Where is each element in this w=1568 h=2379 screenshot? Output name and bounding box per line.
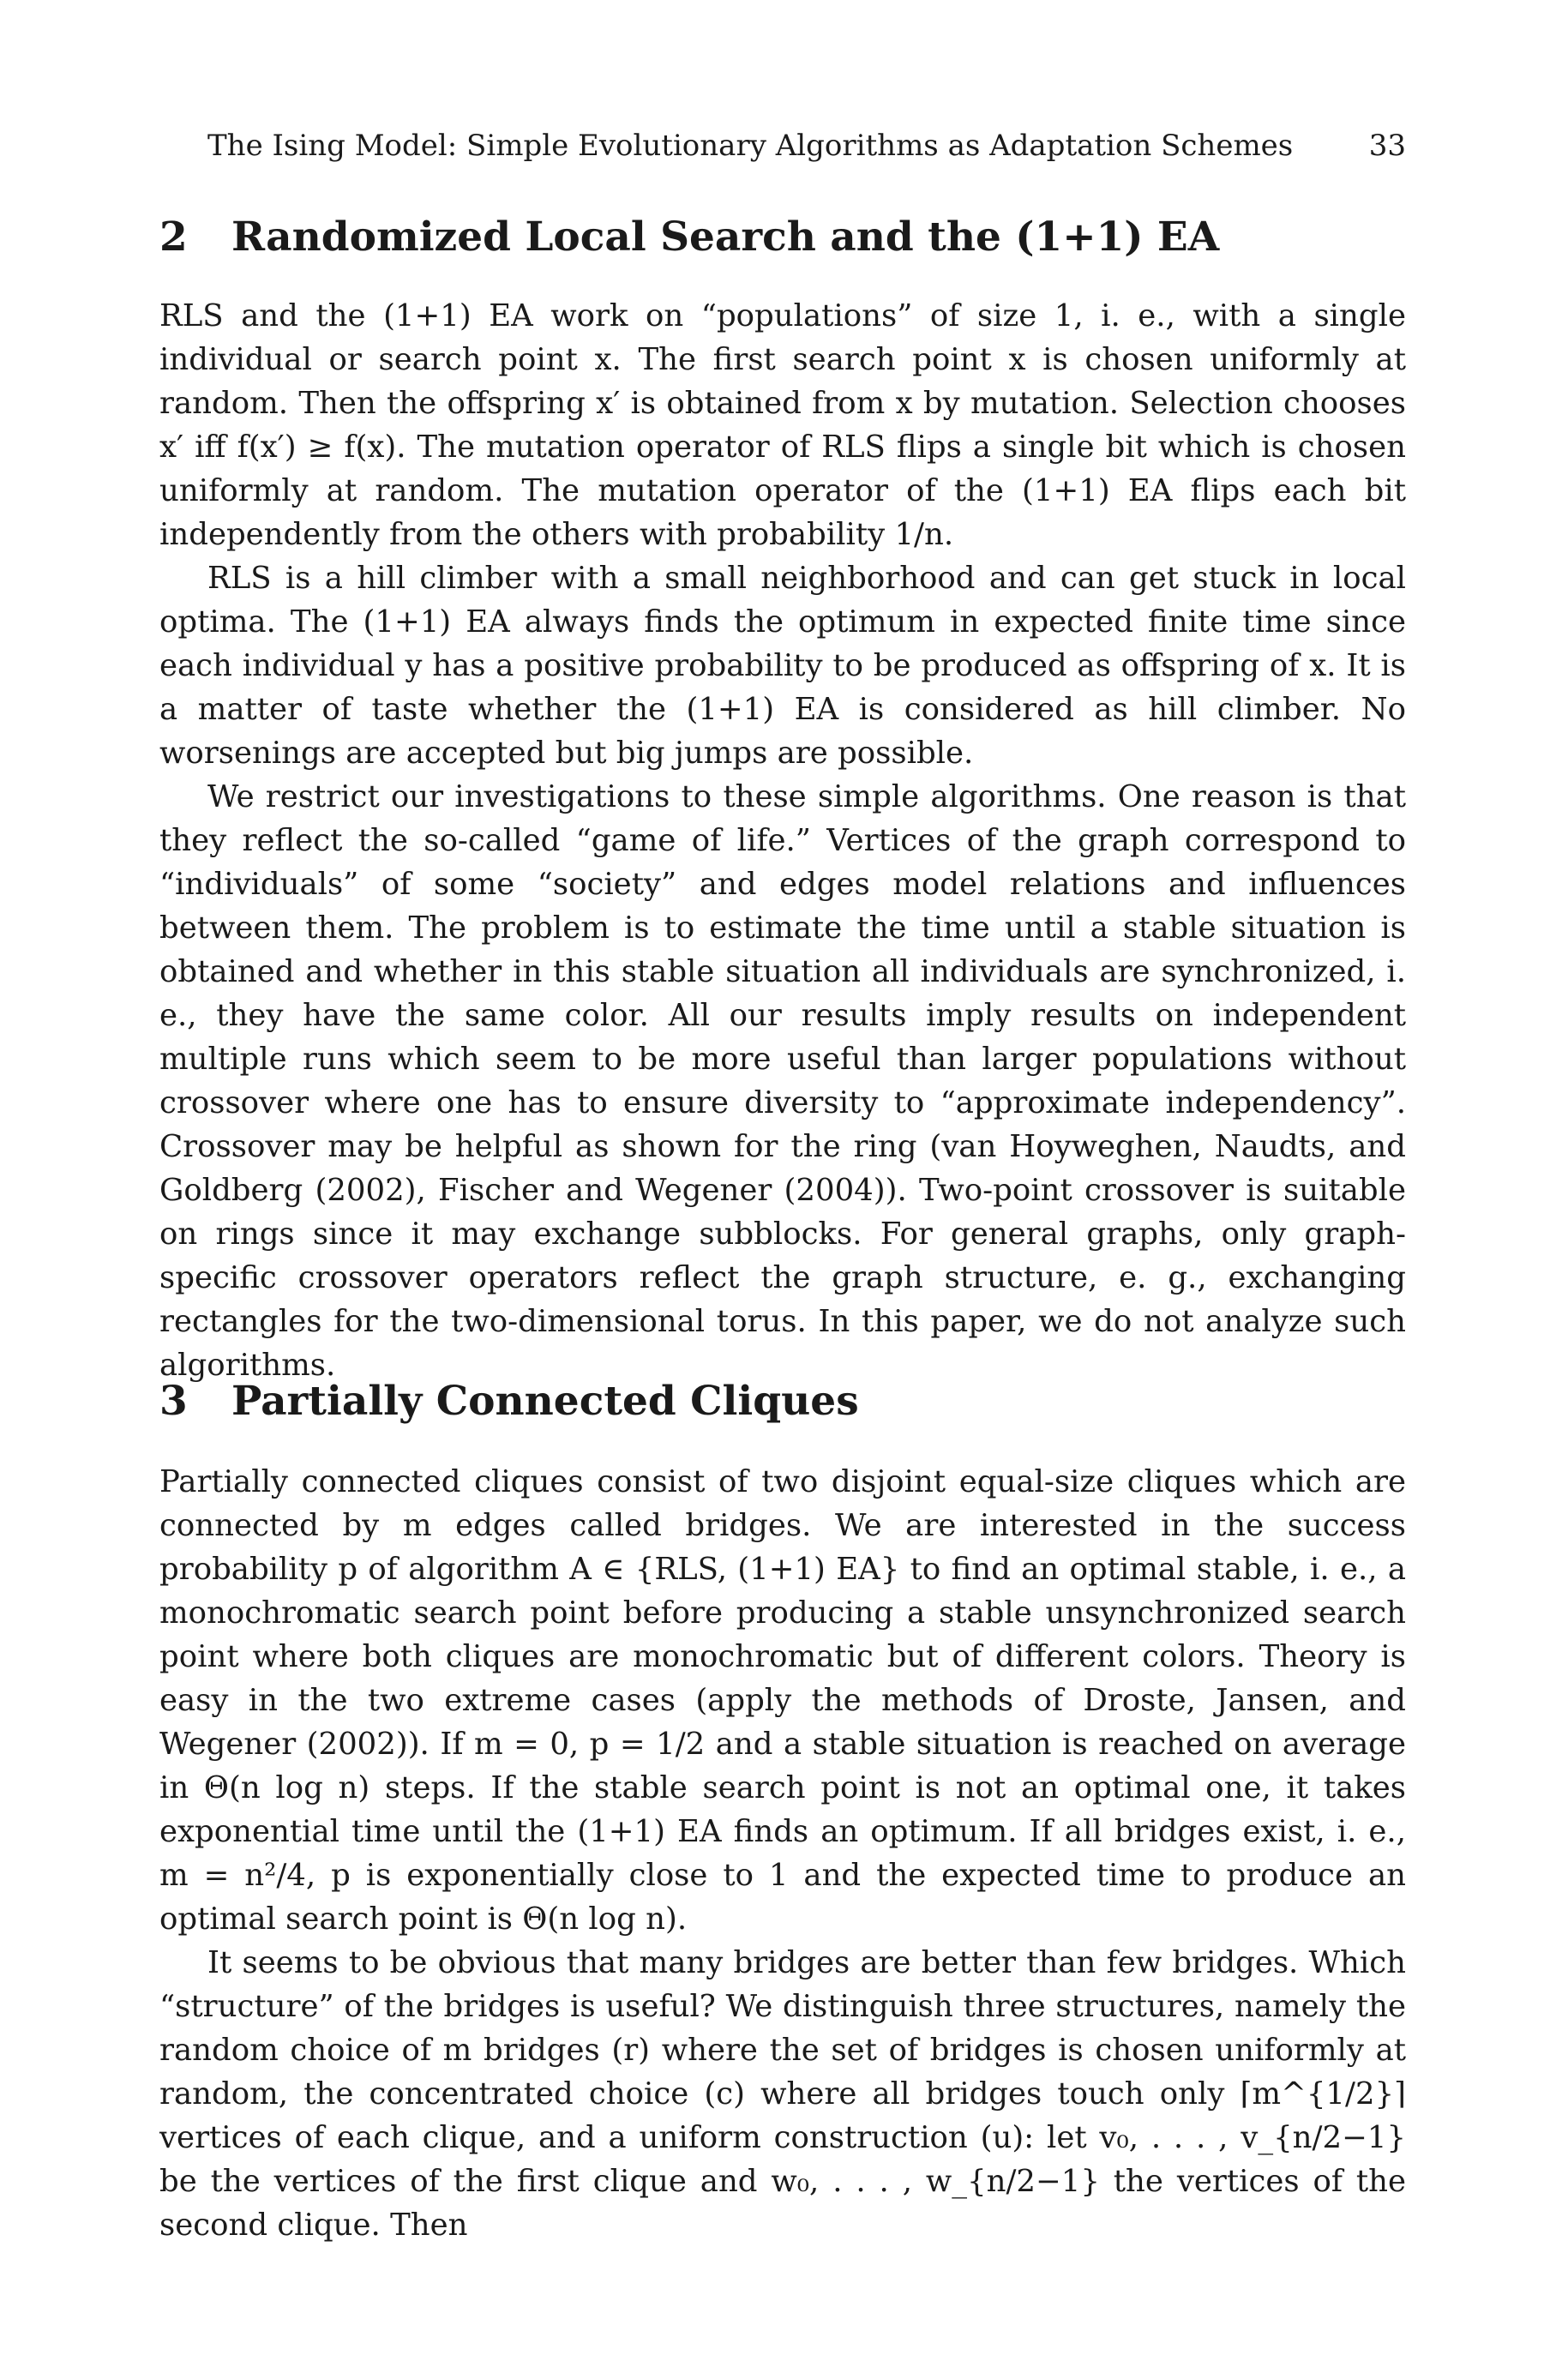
page-number: 33: [1368, 129, 1406, 163]
section-3-title: Partially Connected Cliques: [231, 1378, 859, 1425]
section-3-paragraph-2: It seems to be obvious that many bridges are better than few bridges. Which “structure” of the bridges is useful? We distinguish three structures, namely the random choice of m bridges (r) where the set of bridges is chosen uniformly at random, the concentrated choice (c) where all bridges touch only ⌈m^{1/2}⌉ vertices of each clique, and a uniform construction (u): let v₀, . . . , v_{n/2−1} be the vertices of the first clique and w₀, . . . , w_{n/2−1} the vertices of the second clique. Then: [159, 1945, 1406, 2243]
running-title: The Ising Model: Simple Evolutionary Algorithms as Adaptation Schemes: [207, 129, 1294, 163]
section-2-title: Randomized Local Search and the (1+1) EA: [231, 213, 1220, 261]
section-2-paragraph-1: RLS and the (1+1) EA work on “populations” of size 1, i. e., with a single individual or search point x. The first search point x is chosen uniformly at random. Then the offspring x′ is obtained from x by mutation. Selection chooses x′ iff f(x′) ≥ f(x). The mutation operator of RLS flips a single bit which is chosen uniformly at random. The mutation operator of the (1+1) EA flips each bit independently from the others with probability 1/n.: [159, 298, 1406, 552]
section-2-heading: [159, 212, 1406, 263]
section-3-number: 3: [159, 1378, 188, 1425]
section-2-number: 2: [159, 213, 188, 261]
running-head: [159, 127, 1406, 165]
section-3-paragraph-1: Partially connected cliques consist of two disjoint equal-size cliques which are connected by m edges called bridges. We are interested in the success probability p of algorithm A ∈ {RLS, (1+1) EA} to find an optimal stable, i. e., a monochromatic search point before producing a stable unsynchronized search point where both cliques are monochromatic but of different colors. Theory is easy in the two extreme cases (apply the methods of Droste, Jansen, and Wegener (2002)). If m = 0, p = 1/2 and a stable situation is reached on average in Θ(n log n) steps. If the stable search point is not an optimal one, it takes exponential time until the (1+1) EA finds an optimum. If all bridges exist, i. e., m = n²/4, p is exponentially close to 1 and the expected time to produce an optimal search point is Θ(n log n).: [159, 1464, 1406, 1937]
section-2-paragraph-3: We restrict our investigations to these simple algorithms. One reason is that they reflect the so-called “game of life.” Vertices of the graph correspond to “individuals” of some “society” and edges model relations and influences between them. The problem is to estimate the time until a stable situation is obtained and whether in this stable situation all individuals are synchronized, i. e., they have the same color. All our results imply results on independent multiple runs which seem to be more useful than larger populations without crossover where one has to ensure diversity to “approximate independency”. Crossover may be helpful as shown for the ring (van Hoyweghen, Naudts, and Goldberg (2002), Fischer and Wegener (2004)). Two-point crossover is suitable on rings since it may exchange subblocks. For general graphs, only graph-specific crossover operators reflect the graph structure, e. g., exchanging rectangles for the two-dimensional torus. In this paper, we do not analyze such algorithms.: [159, 779, 1406, 1383]
section-2-paragraph-2: RLS is a hill climber with a small neighborhood and can get stuck in local optima. The (1+1) EA always finds the optimum in expected finite time since each individual y has a positive probability to be produced as offspring of x. It is a matter of taste whether the (1+1) EA is considered as hill climber. No worsenings are accepted but big jumps are possible.: [159, 561, 1406, 771]
section-3-heading: [159, 1376, 1406, 1427]
